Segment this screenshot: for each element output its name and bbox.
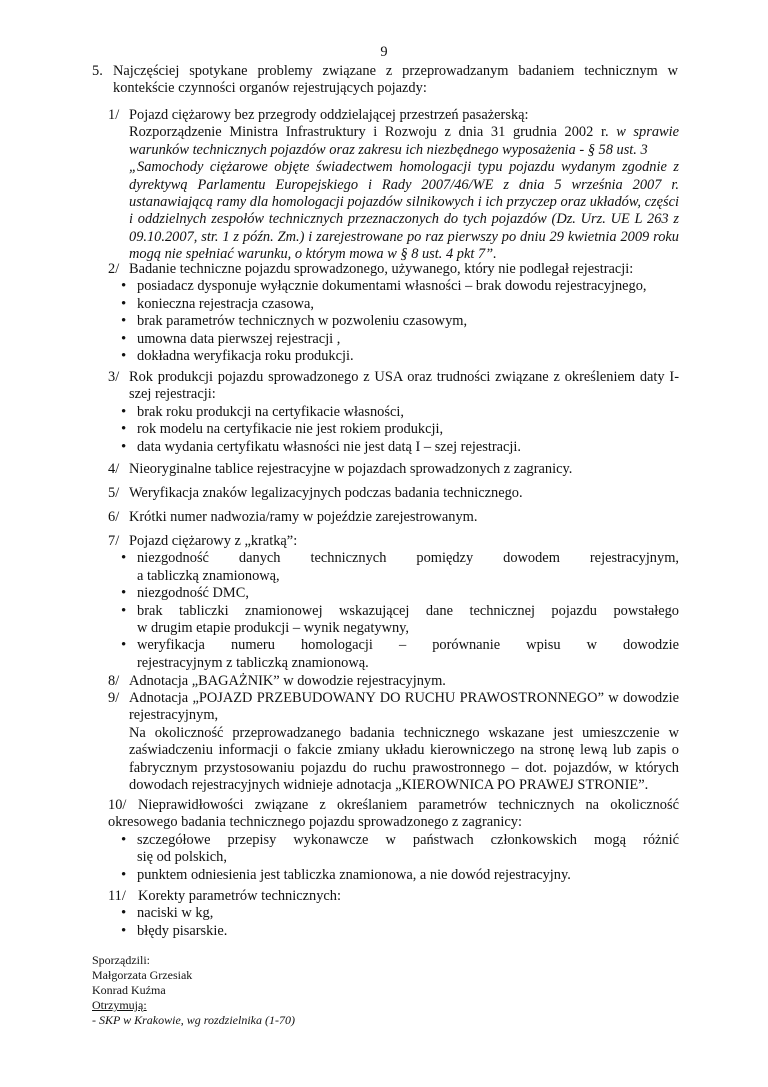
list-item-text: brak tabliczki znamionowej wskazującej dane technicznej pojazdu powstałego — [137, 602, 679, 619]
list-item-continuation: rejestracyjnym z tabliczką znamionową. — [137, 654, 369, 671]
item-number: 11/ — [108, 888, 126, 904]
bullet-list — [120, 550, 679, 672]
item-number: 1/ — [108, 107, 120, 123]
list-item-continuation: a tabliczką znamionową, — [137, 567, 280, 584]
list-item: • rok modelu na certyfikacie nie jest rokiem produkcji, — [120, 421, 679, 438]
recipients-label: Otrzymują: — [92, 998, 147, 1012]
item-5 — [108, 485, 679, 502]
list-item — [120, 637, 679, 672]
item-body: Na okoliczność przeprowadzanego badania technicznego wskazane jest umieszczenie w zaświadczeniu informacji o fakcie zmiany układu kierowniczego na stronę lewą lub zapis o fabrycznym przystosowaniu pojazdu do ruchu prawostronnego – dot. pojazdów, w których dowodach rejestracyjnych widnieje adnotacja „KIEROWNICA PO PRAWEJ STRONIE”. — [129, 724, 679, 794]
section-5 — [92, 63, 678, 98]
item-title: Adnotacja „BAGAŻNIK” w dowodzie rejestracyjnym. — [129, 673, 446, 689]
regulation-quote: „Samochody ciężarowe objęte świadectwem homologacji typu pojazdu wydanym zgodnie z dyrektywą Parlamentu Europejskiego i Rady 2007/46/WE z dnia 5 września 2007 r. ustanawiającą ramy dla homologacji pojazdów silnikowych i ich przyczep oraz układów, części i oddzielnych zespołów technicznych przeznaczonych do tych pojazdów (Dz. Urz. UE L 263 z 09.10.2007, str. 1 z późn. Zm.) i zarejestrowane po raz pierwszy po dniu 29 kwietnia 2009 roku mogą nie spełniać warunku, o którym mowa w § 8 ust. 4 pkt 7”. — [129, 159, 679, 263]
item-title: Korekty parametrów technicznych: — [138, 888, 341, 904]
item-title: Badanie techniczne pojazdu sprowadzonego, używanego, który nie podlegał rejestracji: — [129, 261, 634, 277]
list-item: • data wydania certyfikatu własności nie jest datą I – szej rejestracji. — [120, 439, 679, 456]
item-title: Pojazd ciężarowy z „kratką”: — [129, 533, 298, 549]
list-item: • niezgodność DMC, — [120, 585, 679, 602]
list-item: • posiadacz dysponuje wyłącznie dokumentami własności – brak dowodu rejestracyjnego, — [120, 278, 679, 295]
item-title: Nieoryginalne tablice rejestracyjne w pojazdach sprowadzonych z zagranicy. — [129, 461, 573, 477]
bullet-list — [120, 278, 679, 365]
item-number: 2/ — [108, 261, 120, 277]
bullet-list — [120, 832, 679, 884]
page-number: 9 — [380, 44, 388, 60]
list-item-text: weryfikacja numeru homologacji – porównanie wpisu w dowodzie — [137, 637, 679, 654]
list-item: • dokładna weryfikacja roku produkcji. — [120, 348, 679, 365]
item-number: 10/ — [108, 797, 127, 813]
list-item-text: niezgodność danych technicznych pomiędzy dowodem rejestracyjnym, — [137, 550, 679, 567]
item-number: 7/ — [108, 533, 120, 549]
item-6 — [108, 509, 679, 526]
item-9 — [108, 690, 679, 794]
item-7 — [108, 533, 679, 672]
item-title: Pojazd ciężarowy bez przegrody oddzielającej przestrzeń pasażerską: — [129, 107, 529, 123]
author-name: Małgorzata Grzesiak — [92, 968, 193, 982]
item-8 — [108, 673, 679, 690]
item-title: Weryfikacja znaków legalizacyjnych podczas badania technicznego. — [129, 485, 523, 501]
list-item-continuation: w drugim etapie produkcji – wynik negatywny, — [137, 620, 410, 637]
bullet-list — [120, 404, 679, 456]
item-title: Nieprawidłowości związane z określaniem parametrów technicznych na okoliczność okresowego badania technicznego pojazdu sprowadzonego z zagranicy: — [108, 797, 679, 831]
item-number: 8/ — [108, 673, 120, 689]
item-number: 5/ — [108, 485, 120, 501]
regulation-paragraph: - § 58 ust. 3 — [579, 141, 648, 158]
item-number: 9/ — [108, 690, 120, 706]
item-title: Rok produkcji pojazdu sprowadzonego z USA oraz trudności związane z określeniem daty I-szej rejestracji: — [129, 369, 679, 403]
prepared-by-label: Sporządzili: — [92, 953, 150, 967]
list-item — [120, 832, 679, 867]
list-item: • punktem odniesienia jest tabliczka znamionowa, a nie dowód rejestracyjny. — [120, 867, 679, 884]
list-item: • brak roku produkcji na certyfikacie własności, — [120, 404, 679, 421]
regulation-reference — [129, 124, 679, 159]
item-1 — [108, 107, 679, 264]
item-title: Krótki numer nadwozia/ramy w pojeździe zarejestrowanym. — [129, 509, 478, 525]
item-2 — [108, 261, 679, 365]
regulation-subject: w sprawie warunków technicznych pojazdów oraz zakresu ich niezbędnego wyposażenia — [129, 124, 679, 158]
bullet-list — [120, 905, 679, 940]
regulation-name: Rozporządzenie Ministra Infrastruktury i Rozwoju z dnia 31 grudnia 2002 r. — [129, 124, 609, 141]
item-4 — [108, 461, 679, 478]
list-item: • naciski w kg, — [120, 905, 679, 922]
author-name: Konrad Kuźma — [92, 983, 166, 997]
item-number: 6/ — [108, 509, 120, 525]
list-item: • błędy pisarskie. — [120, 923, 679, 940]
list-item — [120, 550, 679, 585]
list-item: • konieczna rejestracja czasowa, — [120, 296, 679, 313]
distribution-list: - SKP w Krakowie, wg rozdzielnika (1-70) — [92, 1013, 295, 1027]
item-number: 3/ — [108, 369, 120, 385]
list-item: • brak parametrów technicznych w pozwoleniu czasowym, — [120, 313, 679, 330]
section-heading: Najczęściej spotykane problemy związane z przeprowadzanym badaniem technicznym w kontekście czynności organów rejestrujących pojazdy: — [113, 63, 678, 97]
item-3 — [108, 369, 679, 456]
item-number: 4/ — [108, 461, 120, 477]
item-10 — [108, 797, 679, 884]
document-footer — [92, 953, 295, 1028]
list-item: • umowna data pierwszej rejestracji , — [120, 331, 679, 348]
section-number: 5. — [92, 63, 103, 79]
item-title: Adnotacja „POJAZD PRZEBUDOWANY DO RUCHU PRAWOSTRONNEGO” w dowodzie rejestracyjnym, — [129, 690, 679, 724]
list-item-text: szczegółowe przepisy wykonawcze w państwach członkowskich mogą różnić — [137, 831, 679, 848]
list-item-continuation: się od polskich, — [137, 849, 227, 866]
item-11 — [108, 888, 679, 940]
list-item — [120, 603, 679, 638]
